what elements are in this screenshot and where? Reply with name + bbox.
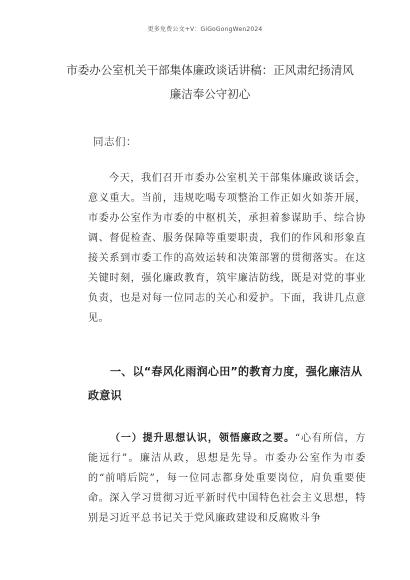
subsection-heading-1: （一）提升思想认识，领悟廉政之要。 — [110, 433, 295, 444]
header-watermark: 更多免费公文+V：GiGoGongWen2024 — [147, 26, 263, 33]
document-title: 市委办公室机关干部集体廉政谈话讲稿：正风肃纪扬清风廉洁奉公守初心 — [66, 63, 354, 101]
subsection-paragraph-1 — [88, 429, 366, 529]
intro-paragraph: 今天，我们召开市委办公室机关干部集体廉政谈话会，意义重大。当前，违规吃喝专项整治工作正如火如荼开展，市委办公室作为市委的中枢机关，承担着参谋助手、综合协调、督促检查、服务保障等重要职责，我们的作风和形象直接关系到市委工作的高效运转和决策部署的贯彻落实。在这关键时刻，强化廉政教育，筑牢廉洁防线，既是对党的事业负责，也是对每一位同志的关心和爱护。下面，我讲几点意见。 — [88, 173, 366, 324]
salutation: 同志们： — [93, 136, 137, 148]
subsection-body-1: “心有所信，方能远行”。廉洁从政，思想是先导。市委办公室作为市委的“前哨后院”，每一位同志都身处重要岗位，肩负重要使命。深入学习贯彻习近平新时代中国特色社会主义思想，特别是习近平总书记关于党风廉政建设和反腐败斗争 — [88, 433, 367, 524]
section-heading-1: 一、以“春风化雨润心田”的教育力度，强化廉洁从政意识 — [88, 365, 363, 402]
